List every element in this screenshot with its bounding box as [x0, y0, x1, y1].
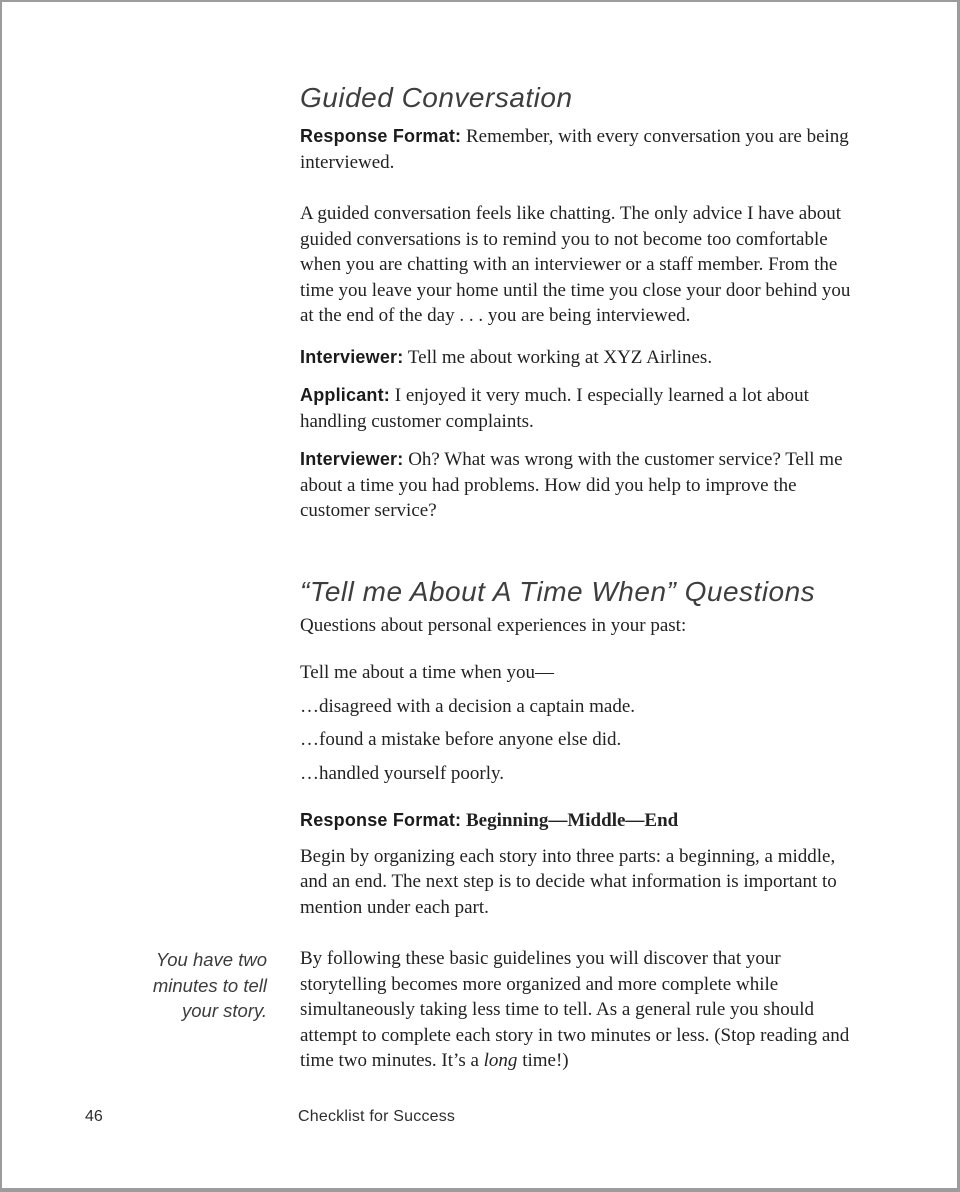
body-paragraph: [300, 946, 865, 1074]
dialogue-line: [300, 345, 865, 371]
list-item: …found a mistake before anyone else did.: [300, 729, 622, 750]
margin-note: You have two minutes to tell your story.: [152, 949, 267, 1021]
section-heading-tell-me-questions: “Tell me About A Time When” Questions: [300, 575, 816, 607]
section-subheading: Questions about personal experiences in your past:: [300, 614, 687, 636]
section-heading-guided-conversation: Guided Conversation: [300, 82, 573, 113]
body-paragraph: A guided conversation feels like chatting. The only advice I have about guided conversations is to remind you to not become too comfortable when you are chatting with an interviewer or a staff member. From the time you leave your home until the time you close your door behind you at the end of the day . . . you are being interviewed.: [300, 203, 851, 326]
dialogue-line: [300, 447, 865, 524]
paragraph-text: By following these basic guidelines you will discover that your storytelling becomes more organized and more complete while simultaneously taking less time to tell. As a general rule you should attempt to complete each story in two minutes or less. (Stop reading and time two minutes. It’s a: [300, 948, 850, 1071]
speaker-label: Interviewer:: [300, 449, 404, 469]
running-book-title: Checklist for Success: [298, 1108, 456, 1125]
main-text-column: [152, 2, 865, 1074]
response-format-value: Beginning—Middle—End: [465, 810, 679, 831]
paragraph-text: time!): [517, 1050, 569, 1071]
page-number: 46: [85, 1108, 103, 1125]
speaker-label: Applicant:: [300, 385, 390, 405]
response-format-line: [300, 808, 865, 834]
italic-word: long: [483, 1050, 518, 1071]
list-item: …disagreed with a decision a captain made.: [300, 695, 636, 717]
list-intro: Tell me about a time when you—: [300, 662, 555, 683]
paragraph-with-margin-note: [152, 946, 865, 1074]
body-paragraph: Begin by organizing each story into three parts: a beginning, a middle, and an end. The next step is to decide what information is important to mention under each part.: [300, 845, 837, 918]
dialogue-text: Oh? What was wrong with the customer service? Tell me about a time you had problems. How did you help to improve the customer service?: [300, 449, 843, 521]
response-format-line: [300, 124, 865, 175]
list-item: …handled yourself poorly.: [300, 762, 505, 784]
response-format-label: Response Format:: [300, 126, 462, 146]
dialogue-line: [300, 383, 865, 434]
speaker-label: Interviewer:: [300, 346, 404, 367]
response-format-text: Remember, with every conversation you are being interviewed.: [300, 126, 849, 173]
dialogue-text: I enjoyed it very much. I especially learned a lot about handling customer complaints.: [300, 385, 809, 432]
section-tell-me-about-a-time-when: [152, 575, 865, 1074]
section-guided-conversation: [300, 82, 865, 524]
dialogue-text: Tell me about working at XYZ Airlines.: [407, 346, 713, 368]
response-format-label: Response Format:: [300, 810, 462, 830]
